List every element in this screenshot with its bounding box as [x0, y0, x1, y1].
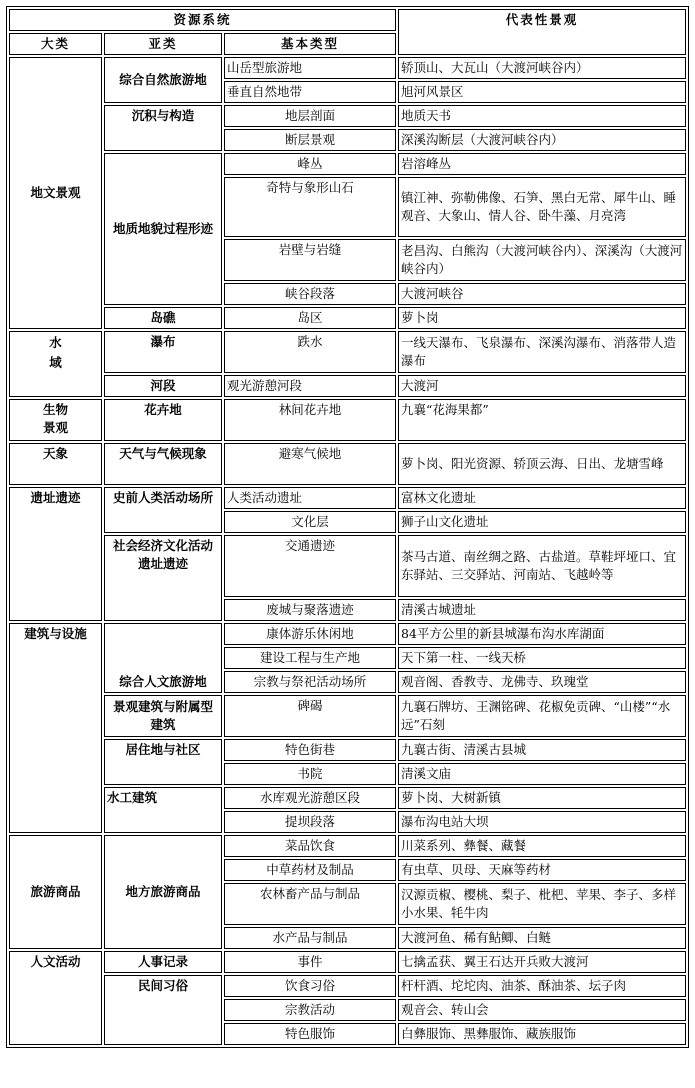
header-resource-system: 资源系统: [9, 9, 396, 31]
sub-category-cell: 景观建筑与附属型建筑: [104, 695, 222, 737]
basic-type-cell: 特色街巷: [224, 739, 396, 761]
representative-cell: 萝卜岗: [398, 307, 686, 329]
basic-type-cell: 峰丛: [224, 153, 396, 175]
basic-type-cell: 避寒气候地: [224, 443, 396, 485]
representative-cell: 富林文化遗址: [398, 487, 686, 509]
header-representative: 代表性景观: [398, 9, 686, 55]
sub-category-cell: 史前人类活动场所: [104, 487, 222, 533]
basic-type-cell: 宗教活动: [224, 999, 396, 1021]
basic-type-cell: 断层景观: [224, 129, 396, 151]
basic-type-cell: 中草药材及制品: [224, 859, 396, 881]
sub-category-cell: 综合人文旅游地: [104, 623, 222, 693]
representative-cell: 清溪古城遗址: [398, 599, 686, 621]
representative-cell: 天下第一柱、一线天桥: [398, 647, 686, 669]
sub-category-cell: 综合自然旅游地: [104, 57, 222, 103]
basic-type-cell: 事件: [224, 951, 396, 973]
sub-category-cell: 社会经济文化活动遗址遗迹: [104, 535, 222, 621]
basic-type-cell: 峡谷段落: [224, 283, 396, 305]
representative-cell: 杆杆酒、坨坨肉、油茶、酥油茶、坛子肉: [398, 975, 686, 997]
representative-cell: 茶马古道、南丝绸之路、古盐道。草鞋坪垭口、宜东驿站、三交驿站、河南站、飞越岭等: [398, 535, 686, 597]
sub-category-cell: 瀑布: [104, 331, 222, 373]
representative-cell: 大渡河峡谷: [398, 283, 686, 305]
major-category-cell: 遗址遗迹: [9, 487, 102, 621]
representative-cell: 九襄“花海果都”: [398, 399, 686, 441]
header-sub: 亚类: [104, 33, 222, 55]
representative-cell: 老昌沟、白熊沟（大渡河峡谷内）、深溪沟（大渡河峡谷内）: [398, 239, 686, 281]
representative-cell: 深溪沟断层（大渡河峡谷内）: [398, 129, 686, 151]
representative-cell: 观音阁、香教寺、龙佛寺、玖瑰堂: [398, 671, 686, 693]
representative-cell: 大渡河: [398, 375, 686, 397]
basic-type-cell: 农林畜产品与制品: [224, 883, 396, 925]
sub-category-cell: 岛礁: [104, 307, 222, 329]
basic-type-cell: 碑碣: [224, 695, 396, 737]
sub-category-cell: 人事记录: [104, 951, 222, 973]
basic-type-cell: 跌水: [224, 331, 396, 373]
major-category-cell: 生物 景观: [9, 399, 102, 441]
representative-cell: 84平方公里的新县城瀑布沟水库湖面: [398, 623, 686, 645]
representative-cell: 九襄古街、清溪古县城: [398, 739, 686, 761]
basic-type-cell: 康体游乐休闲地: [224, 623, 396, 645]
representative-cell: 汉源贡椒、樱桃、梨子、枇杷、苹果、李子、多样小水果、牦牛肉: [398, 883, 686, 925]
basic-type-cell: 山岳型旅游地: [224, 57, 396, 79]
representative-cell: 瀑布沟电站大坝: [398, 811, 686, 833]
basic-type-cell: 岛区: [224, 307, 396, 329]
basic-type-cell: 水产品与制品: [224, 927, 396, 949]
representative-cell: 轿顶山、大瓦山（大渡河峡谷内）: [398, 57, 686, 79]
basic-type-cell: 观光游憩河段: [224, 375, 396, 397]
basic-type-cell: 奇特与象形山石: [224, 177, 396, 237]
basic-type-cell: 林间花卉地: [224, 399, 396, 441]
representative-cell: 有虫草、贝母、天麻等药材: [398, 859, 686, 881]
resource-table: [6, 6, 689, 1048]
basic-type-cell: 特色服饰: [224, 1023, 396, 1045]
representative-cell: 萝卜岗、大树新镇: [398, 787, 686, 809]
representative-cell: 清溪文庙: [398, 763, 686, 785]
header-basic: 基本类型: [224, 33, 396, 55]
major-category-cell: 人文活动: [9, 951, 102, 1045]
representative-cell: 九襄石牌坊、王渊铭碑、花椒免贡碑、“山楼”“水远”石刻: [398, 695, 686, 737]
representative-cell: 镇江神、弥勒佛像、石笋、黑白无常、犀牛山、睡观音、大象山、情人谷、卧牛藻、月亮湾: [398, 177, 686, 237]
sub-category-cell: 花卉地: [104, 399, 222, 441]
basic-type-cell: 文化层: [224, 511, 396, 533]
basic-type-cell: 宗教与祭祀活动场所: [224, 671, 396, 693]
basic-type-cell: 提坝段落: [224, 811, 396, 833]
representative-cell: 大渡河鱼、稀有鲇鲫、白鲢: [398, 927, 686, 949]
basic-type-cell: 建设工程与生产地: [224, 647, 396, 669]
representative-cell: 观音会、转山会: [398, 999, 686, 1021]
sub-category-cell: 沉积与构造: [104, 105, 222, 151]
representative-cell: 地质天书: [398, 105, 686, 127]
basic-type-cell: 书院: [224, 763, 396, 785]
basic-type-cell: 垂直自然地带: [224, 81, 396, 103]
representative-cell: 白彝服饰、黑彝服饰、藏族服饰: [398, 1023, 686, 1045]
sub-category-cell: 天气与气候现象: [104, 443, 222, 485]
sub-category-cell: 地方旅游商品: [104, 835, 222, 949]
sub-category-cell: 地质地貌过程形迹: [104, 153, 222, 305]
basic-type-cell: 水库观光游憩区段: [224, 787, 396, 809]
basic-type-cell: 菜品饮食: [224, 835, 396, 857]
major-category-cell: 地文景观: [9, 57, 102, 329]
sub-category-cell: 民间习俗: [104, 975, 222, 1045]
basic-type-cell: 废城与聚落遗迹: [224, 599, 396, 621]
major-category-cell: 天象: [9, 443, 102, 485]
representative-cell: 岩溶峰丛: [398, 153, 686, 175]
basic-type-cell: 地层剖面: [224, 105, 396, 127]
major-category-cell: 水 域: [9, 331, 102, 397]
sub-category-cell: 河段: [104, 375, 222, 397]
basic-type-cell: 饮食习俗: [224, 975, 396, 997]
representative-cell: 川菜系列、彝餐、藏餐: [398, 835, 686, 857]
representative-cell: 一线天瀑布、飞泉瀑布、深溪沟瀑布、消落带人造瀑布: [398, 331, 686, 373]
sub-category-cell: 水工建筑: [104, 787, 222, 833]
sub-category-cell: 居住地与社区: [104, 739, 222, 785]
basic-type-cell: 人类活动遗址: [224, 487, 396, 509]
major-category-cell: 建筑与设施: [9, 623, 102, 833]
representative-cell: 旭河风景区: [398, 81, 686, 103]
representative-cell: 狮子山文化遗址: [398, 511, 686, 533]
header-major: 大类: [9, 33, 102, 55]
representative-cell: 七擒孟获、翼王石达开兵败大渡河: [398, 951, 686, 973]
basic-type-cell: 岩壁与岩缝: [224, 239, 396, 281]
representative-cell: 萝卜岗、阳光资源、轿顶云海、日出、龙塘雪峰: [398, 443, 686, 485]
basic-type-cell: 交通遗迹: [224, 535, 396, 597]
resource-table-wrapper: [6, 6, 689, 1048]
major-category-cell: 旅游商品: [9, 835, 102, 949]
